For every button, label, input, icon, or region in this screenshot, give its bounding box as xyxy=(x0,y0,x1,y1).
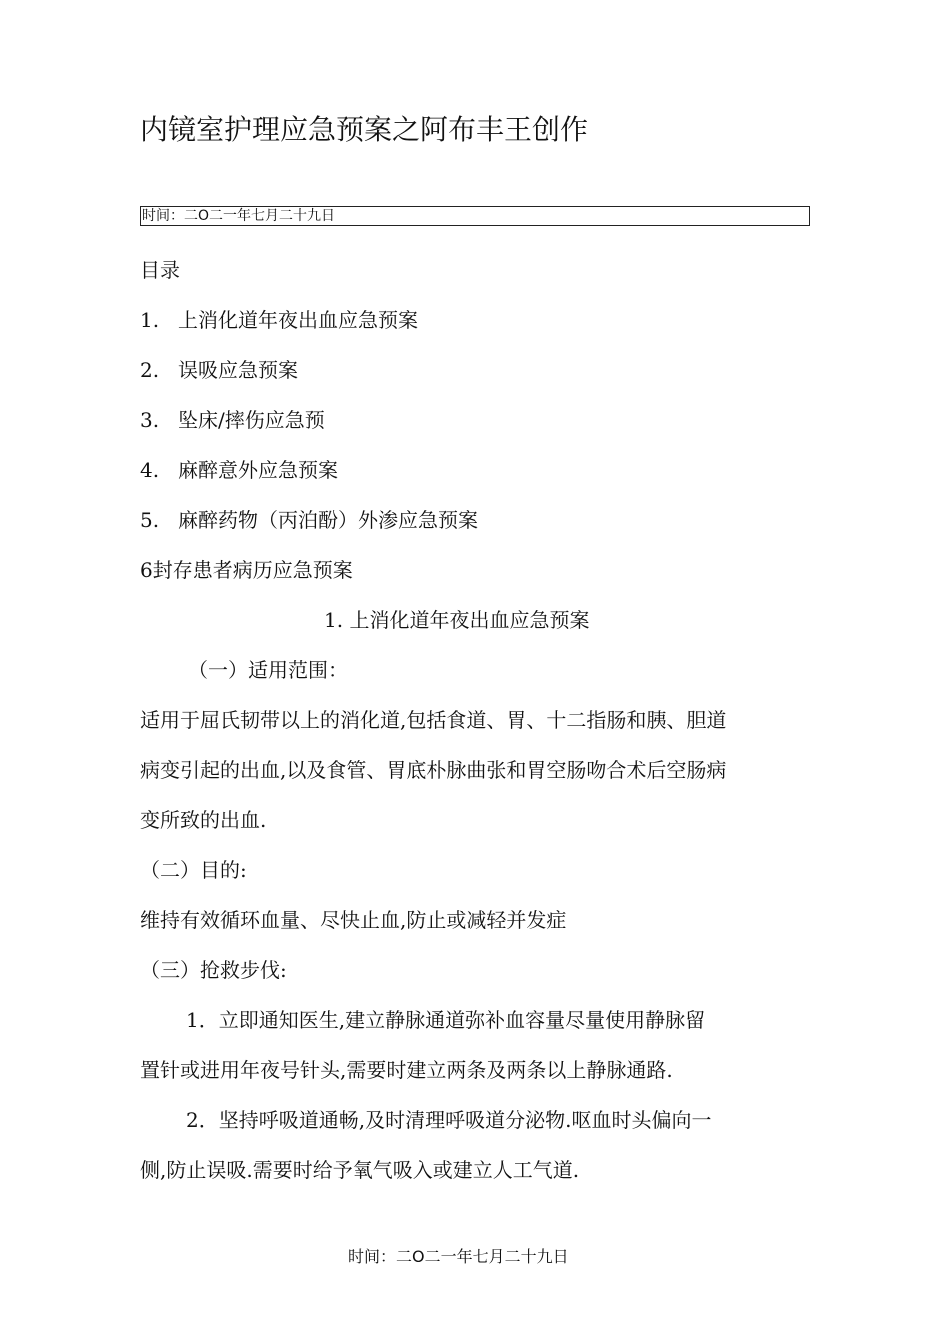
subsection-heading: （三）抢救步伐: xyxy=(140,958,287,982)
paragraph-line: 适用于屈氏韧带以上的消化道,包括食道、胃、十二指肠和胰、胆道 xyxy=(140,708,727,732)
paragraph-line: 2．坚持呼吸道通畅,及时清理呼吸道分泌物.呕血时头偏向一 xyxy=(186,1108,712,1132)
paragraph-line: 置针或进用年夜号针头,需要时建立两条及两条以上静脉通路. xyxy=(140,1058,673,1082)
subsection-heading: （二）目的: xyxy=(140,858,247,882)
paragraph-line: 侧,防止误吸.需要时给予氧气吸入或建立人工气道. xyxy=(140,1158,580,1182)
toc-item-number: 1. xyxy=(140,308,160,332)
toc-item xyxy=(140,506,478,534)
document-title: 内镜室护理应急预案之阿布丰王创作 xyxy=(140,113,589,146)
toc-item xyxy=(140,406,325,434)
toc-item xyxy=(140,306,418,334)
time-label-box: 时间：二O二一年七月二十九日 xyxy=(140,206,810,226)
paragraph-line: 1．立即通知医生,建立静脉通道弥补血容量尽量使用静脉留 xyxy=(186,1008,706,1032)
toc-item xyxy=(140,356,298,384)
paragraph-line: 病变引起的出血,以及食管、胃底朴脉曲张和胃空肠吻合术后空肠病 xyxy=(140,758,727,782)
toc-item-number: 5. xyxy=(140,508,160,532)
toc-item-text: 坠床/摔伤应急预 xyxy=(178,408,325,432)
subsection-heading: （一）适用范围： xyxy=(188,658,348,682)
toc-item: 6封存患者病历应急预案 xyxy=(140,558,353,582)
toc-item-text: 上消化道年夜出血应急预案 xyxy=(178,308,418,332)
toc-item-number: 4. xyxy=(140,458,160,482)
toc-item-text: 麻醉药物（丙泊酚）外渗应急预案 xyxy=(178,508,478,532)
footer-time: 时间：二O二一年七月二十九日 xyxy=(348,1247,569,1266)
toc-item-text: 麻醉意外应急预案 xyxy=(178,458,338,482)
paragraph-line: 变所致的出血. xyxy=(140,808,267,832)
paragraph-line: 维持有效循环血量、尽快止血,防止或减轻并发症 xyxy=(140,908,567,932)
toc-item-number: 3. xyxy=(140,408,160,432)
toc-item-text: 误吸应急预案 xyxy=(178,358,298,382)
toc-item xyxy=(140,456,338,484)
toc-item-number: 2. xyxy=(140,358,160,382)
section-heading: 1. 上消化道年夜出血应急预案 xyxy=(324,608,590,632)
toc-heading: 目录 xyxy=(140,258,180,282)
